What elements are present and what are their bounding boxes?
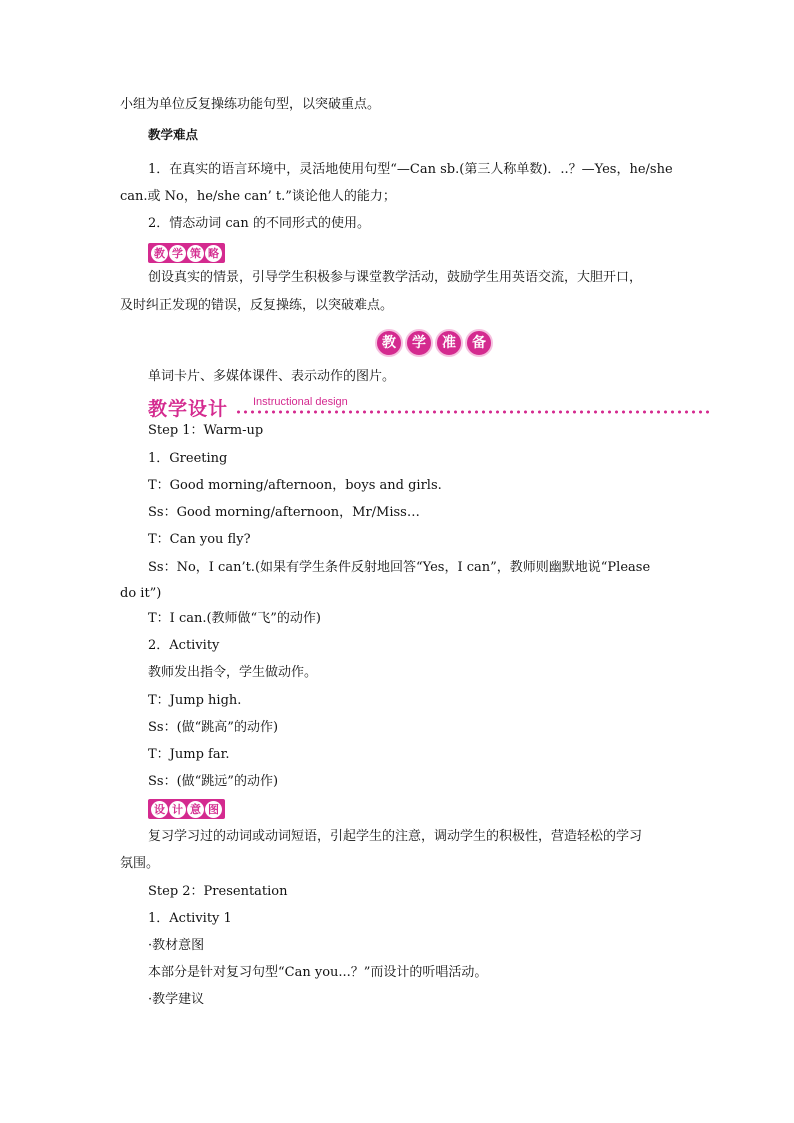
design-title: 教学设计 xyxy=(148,398,229,420)
design-subtitle: Instructional design xyxy=(253,396,348,408)
advice-heading: ·教学建议 xyxy=(148,992,205,1007)
intent-line-2: 氛围。 xyxy=(120,856,160,871)
strategy-line-1: 创设真实的情景，引导学生积极参与课堂教学活动，鼓励学生用英语交流，大胆开口， xyxy=(148,270,643,285)
difficulty-item-1-cont: can.或 No，he/she can’ t.”谈论他人的能力； xyxy=(120,189,396,204)
preparation-text: 单词卡片、多媒体课件、表示动作的图片。 xyxy=(148,369,396,384)
heading-char: 学 xyxy=(405,329,433,357)
step1-activity: 2．Activity xyxy=(148,638,220,653)
dialogue-line: Ss：Good morning/afternoon，Mr/Miss… xyxy=(148,505,420,520)
preparation-heading xyxy=(375,329,493,357)
difficulty-item-2: 2．情态动词 can 的不同形式的使用。 xyxy=(148,216,370,231)
dialogue-line: T：I can.(教师做“飞”的动作) xyxy=(148,611,321,626)
tag-char: 计 xyxy=(169,801,186,818)
dotted-rule xyxy=(235,410,711,414)
design-section-header xyxy=(148,392,718,422)
intent-tag xyxy=(148,799,225,819)
dialogue-line: T：Good morning/afternoon，boys and girls. xyxy=(148,478,442,493)
purpose-text: 本部分是针对复习句型“Can you...？”而设计的听唱活动。 xyxy=(148,965,488,980)
heading-char: 备 xyxy=(465,329,493,357)
heading-char: 准 xyxy=(435,329,463,357)
tag-char: 策 xyxy=(187,245,204,262)
tag-char: 教 xyxy=(151,245,168,262)
strategy-tag xyxy=(148,243,225,263)
difficulty-heading: 教学难点 xyxy=(148,127,199,142)
dialogue-line: Ss：(做“跳远”的动作) xyxy=(148,774,279,789)
step1-greeting: 1．Greeting xyxy=(148,451,228,466)
tag-char: 略 xyxy=(205,245,222,262)
tag-char: 图 xyxy=(205,801,222,818)
step2-activity-1: 1．Activity 1 xyxy=(148,911,232,926)
difficulty-item-1: 1．在真实的语言环境中，灵活地使用句型“—Can sb.(第三人称单数)．..？—Yes，he/she xyxy=(148,162,673,177)
dialogue-line: Ss：(做“跳高”的动作) xyxy=(148,720,279,735)
heading-char: 教 xyxy=(375,329,403,357)
tag-char: 学 xyxy=(169,245,186,262)
step1-title: Step 1：Warm-up xyxy=(148,423,264,438)
activity-desc: 教师发出指令，学生做动作。 xyxy=(148,665,318,680)
dialogue-line: Ss：No，I can’t.(如果有学生条件反射地回答“Yes，I can”，教师则幽默地说“Please xyxy=(148,560,651,575)
intent-line-1: 复习学习过的动词或动词短语，引起学生的注意，调动学生的积极性，营造轻松的学习 xyxy=(148,829,643,844)
intro-line: 小组为单位反复操练功能句型，以突破重点。 xyxy=(120,97,381,112)
dialogue-line-cont: do it”) xyxy=(120,586,162,601)
strategy-line-2: 及时纠正发现的错误，反复操练，以突破难点。 xyxy=(120,298,394,313)
dialogue-line: T：Can you fly? xyxy=(148,532,251,547)
tag-char: 意 xyxy=(187,801,204,818)
tag-char: 设 xyxy=(151,801,168,818)
dialogue-line: T：Jump high. xyxy=(148,693,242,708)
dialogue-line: T：Jump far. xyxy=(148,747,230,762)
purpose-heading: ·教材意图 xyxy=(148,938,205,953)
step2-title: Step 2：Presentation xyxy=(148,884,288,899)
